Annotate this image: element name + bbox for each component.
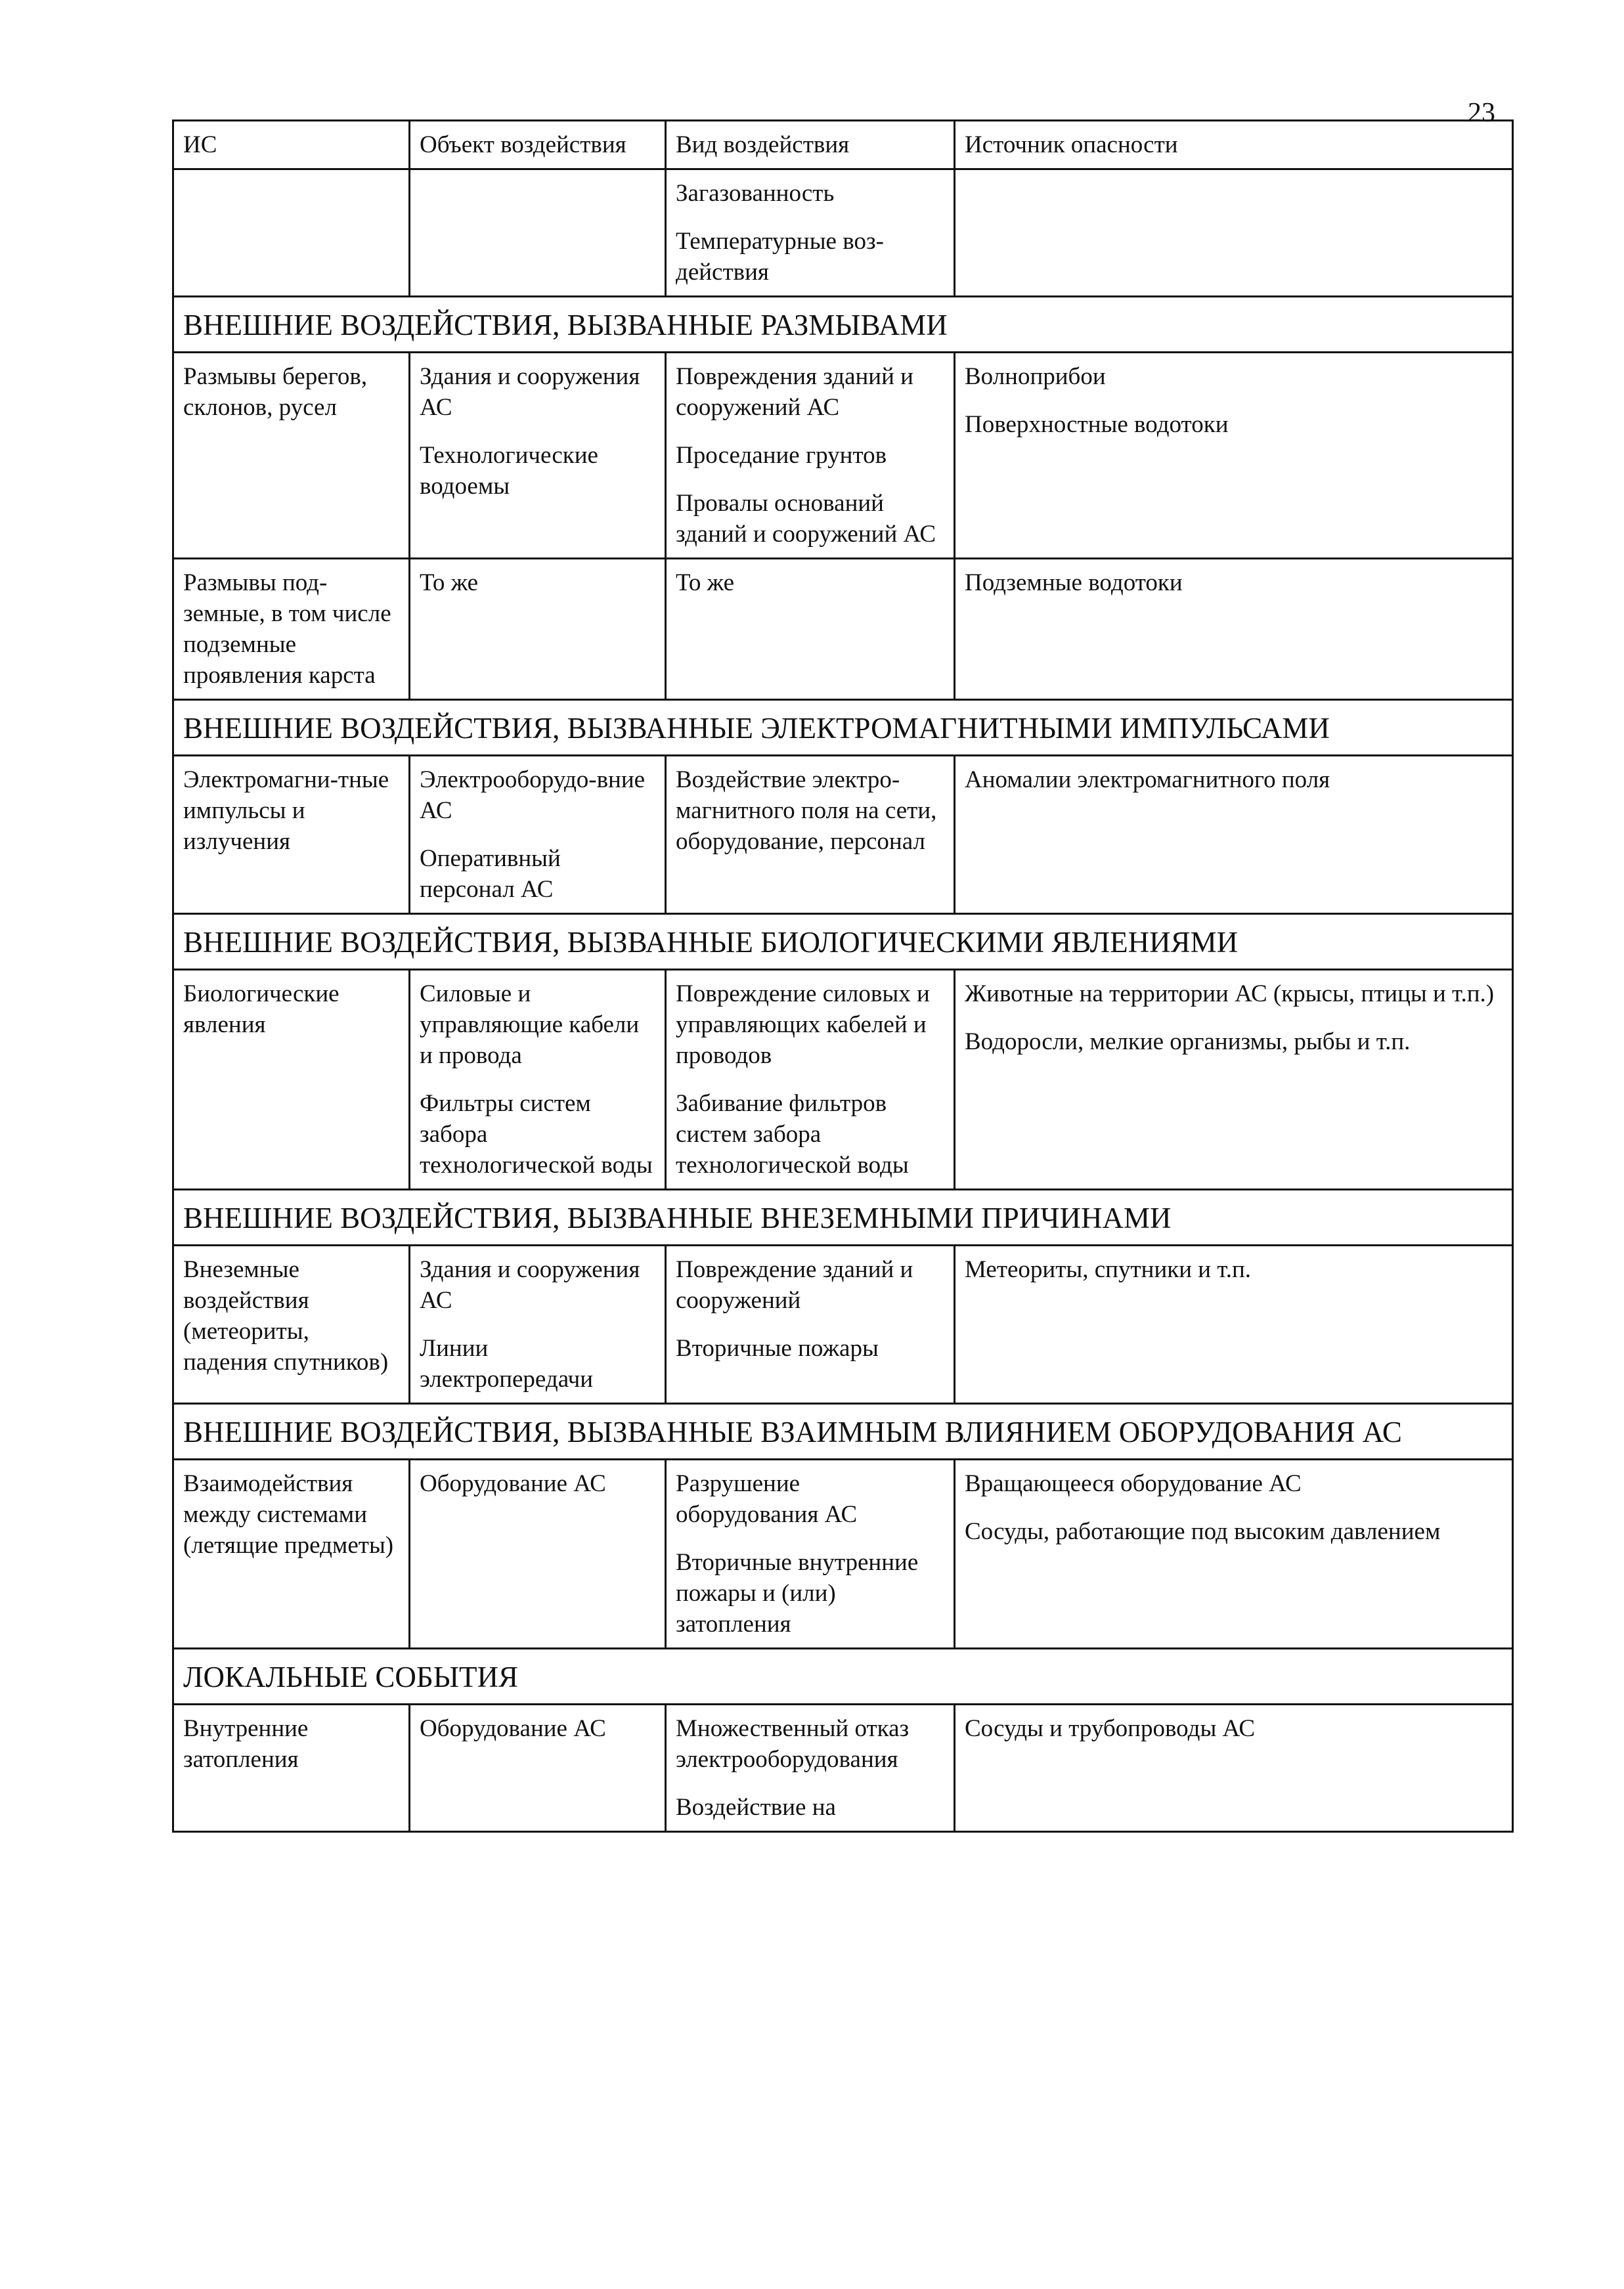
section-heading: ВНЕШНИЕ ВОЗДЕЙСТВИЯ, ВЫЗВАННЫЕ ВЗАИМНЫМ ВЛИЯНИЕМ ОБОРУДОВАНИЯ АС [173, 1404, 1513, 1460]
object-cell [410, 756, 666, 914]
section-heading: ВНЕШНИЕ ВОЗДЕЙСТВИЯ, ВЫЗВАННЫЕ РАЗМЫВАМИ [173, 297, 1513, 353]
cell-paragraph: Размывы под-земные, в том числе подземные проявления карста [183, 569, 391, 689]
cell-paragraph: Технологические водоемы [420, 442, 598, 500]
cell-paragraph: Здания и сооружения АС [420, 1256, 640, 1314]
cell-paragraph: Сосуды и трубопроводы АС [965, 1715, 1256, 1742]
cell-paragraph: Повреждение силовых и управляющих кабелей и проводов [676, 980, 930, 1069]
is-cell [173, 169, 410, 297]
table-row [173, 1460, 1513, 1649]
hazards-table [172, 120, 1514, 1833]
section-heading: ВНЕШНИЕ ВОЗДЕЙСТВИЯ, ВЫЗВАННЫЕ ВНЕЗЕМНЫМИ ПРИЧИНАМИ [173, 1190, 1513, 1246]
cell-paragraph: Линии электропередачи [420, 1335, 594, 1393]
cell-paragraph: Загазованность [676, 180, 835, 207]
section-heading-row [173, 297, 1513, 353]
section-heading-row [173, 1190, 1513, 1246]
section-heading-row [173, 1404, 1513, 1460]
impact-type-cell [666, 1246, 955, 1404]
cell-paragraph: Внутренние затопления [183, 1715, 309, 1773]
table-row [173, 970, 1513, 1190]
header-cell-is: ИС [173, 121, 410, 169]
cell-paragraph: Волноприбои [965, 363, 1106, 390]
section-heading-row [173, 700, 1513, 756]
is-cell [173, 559, 410, 700]
cell-paragraph: Вторичные пожары [676, 1335, 879, 1362]
cell-paragraph: Здания и сооружения АС [420, 363, 640, 421]
cell-paragraph: Поверхностные водотоки [965, 411, 1229, 438]
section-heading: ВНЕШНИЕ ВОЗДЕЙСТВИЯ, ВЫЗВАННЫЕ ЭЛЕКТРОМАГНИТНЫМИ ИМПУЛЬСАМИ [173, 700, 1513, 756]
cell-paragraph: Вращающееся оборудование АС [965, 1470, 1302, 1497]
cell-paragraph: Внеземные воздействия (метеориты, падения спутников) [183, 1256, 389, 1376]
cell-paragraph: Аномалии электромагнитного поля [965, 766, 1330, 793]
impact-type-cell [666, 353, 955, 559]
cell-paragraph: Воздействие электро-магнитного поля на сети, оборудование, персонал [676, 766, 937, 855]
hazard-source-cell [955, 169, 1513, 297]
cell-paragraph: Размывы берегов, склонов, русел [183, 363, 368, 421]
cell-paragraph: Повреждение зданий и сооружений [676, 1256, 913, 1314]
impact-type-cell [666, 970, 955, 1190]
page-number: 23 [1468, 98, 1495, 128]
cell-paragraph: Разрушение оборудования АС [676, 1470, 858, 1528]
cell-paragraph: Воздействие на [676, 1794, 836, 1821]
cell-paragraph: Оборудование АС [420, 1470, 606, 1497]
cell-paragraph: Забивание фильтров систем забора технологической воды [676, 1090, 909, 1179]
cell-paragraph: Вторичные внутренние пожары и (или) затопления [676, 1549, 919, 1638]
header-cell-object: Объект воздействия [410, 121, 666, 169]
hazard-source-cell [955, 353, 1513, 559]
cell-paragraph: Повреждения зданий и сооружений АС [676, 363, 913, 421]
table-row [173, 559, 1513, 700]
cell-paragraph: Температурные воз-действия [676, 228, 884, 286]
section-heading: ЛОКАЛЬНЫЕ СОБЫТИЯ [173, 1649, 1513, 1705]
object-cell [410, 353, 666, 559]
continued-row [173, 169, 1513, 297]
cell-paragraph: Фильтры систем забора технологической воды [420, 1090, 653, 1179]
header-cell-impact-type: Вид воздействия [666, 121, 955, 169]
cell-paragraph: То же [420, 569, 479, 596]
table-row [173, 1705, 1513, 1832]
is-cell [173, 970, 410, 1190]
cell-paragraph: Взаимодействия между системами (летящие предметы) [183, 1470, 394, 1559]
cell-paragraph: Метеориты, спутники и т.п. [965, 1256, 1252, 1283]
impact-type-cell [666, 756, 955, 914]
is-cell [173, 1460, 410, 1649]
object-cell [410, 1705, 666, 1832]
cell-paragraph: Водоросли, мелкие организмы, рыбы и т.п. [965, 1028, 1411, 1055]
hazard-source-cell [955, 1460, 1513, 1649]
cell-paragraph: Подземные водотоки [965, 569, 1183, 596]
object-cell [410, 970, 666, 1190]
cell-paragraph: Провалы оснований зданий и сооружений АС [676, 490, 936, 548]
object-cell [410, 1246, 666, 1404]
table-row [173, 756, 1513, 914]
table-header-row [173, 121, 1513, 169]
is-cell [173, 1246, 410, 1404]
impact-type-cell [666, 559, 955, 700]
cell-paragraph: Электромагни-тные импульсы и излучения [183, 766, 389, 855]
hazard-source-cell [955, 1246, 1513, 1404]
section-heading: ВНЕШНИЕ ВОЗДЕЙСТВИЯ, ВЫЗВАННЫЕ БИОЛОГИЧЕСКИМИ ЯВЛЕНИЯМИ [173, 914, 1513, 970]
cell-paragraph: Животные на территории АС (крысы, птицы и т.п.) [965, 980, 1495, 1007]
hazard-source-cell [955, 559, 1513, 700]
table-row [173, 353, 1513, 559]
cell-paragraph: Сосуды, работающие под высоким давлением [965, 1518, 1441, 1545]
is-cell [173, 353, 410, 559]
hazard-source-cell [955, 1705, 1513, 1832]
cell-paragraph: Оперативный персонал АС [420, 845, 561, 903]
impact-type-cell [666, 1705, 955, 1832]
cell-paragraph: Множественный отказ электрооборудования [676, 1715, 910, 1773]
impact-type-cell [666, 1460, 955, 1649]
is-cell [173, 1705, 410, 1832]
impact-type-cell [666, 169, 955, 297]
object-cell [410, 1460, 666, 1649]
object-cell [410, 559, 666, 700]
cell-paragraph: Проседание грунтов [676, 442, 887, 469]
hazard-source-cell [955, 756, 1513, 914]
cell-paragraph: Оборудование АС [420, 1715, 606, 1742]
header-cell-hazard-source: Источник опасности [955, 121, 1513, 169]
cell-paragraph: Электрооборудо-вние АС [420, 766, 646, 824]
section-heading-row [173, 914, 1513, 970]
cell-paragraph: Силовые и управляющие кабели и провода [420, 980, 640, 1069]
table-row [173, 1246, 1513, 1404]
object-cell [410, 169, 666, 297]
is-cell [173, 756, 410, 914]
cell-paragraph: Биологические явления [183, 980, 340, 1038]
cell-paragraph: То же [676, 569, 735, 596]
hazard-source-cell [955, 970, 1513, 1190]
section-heading-row [173, 1649, 1513, 1705]
